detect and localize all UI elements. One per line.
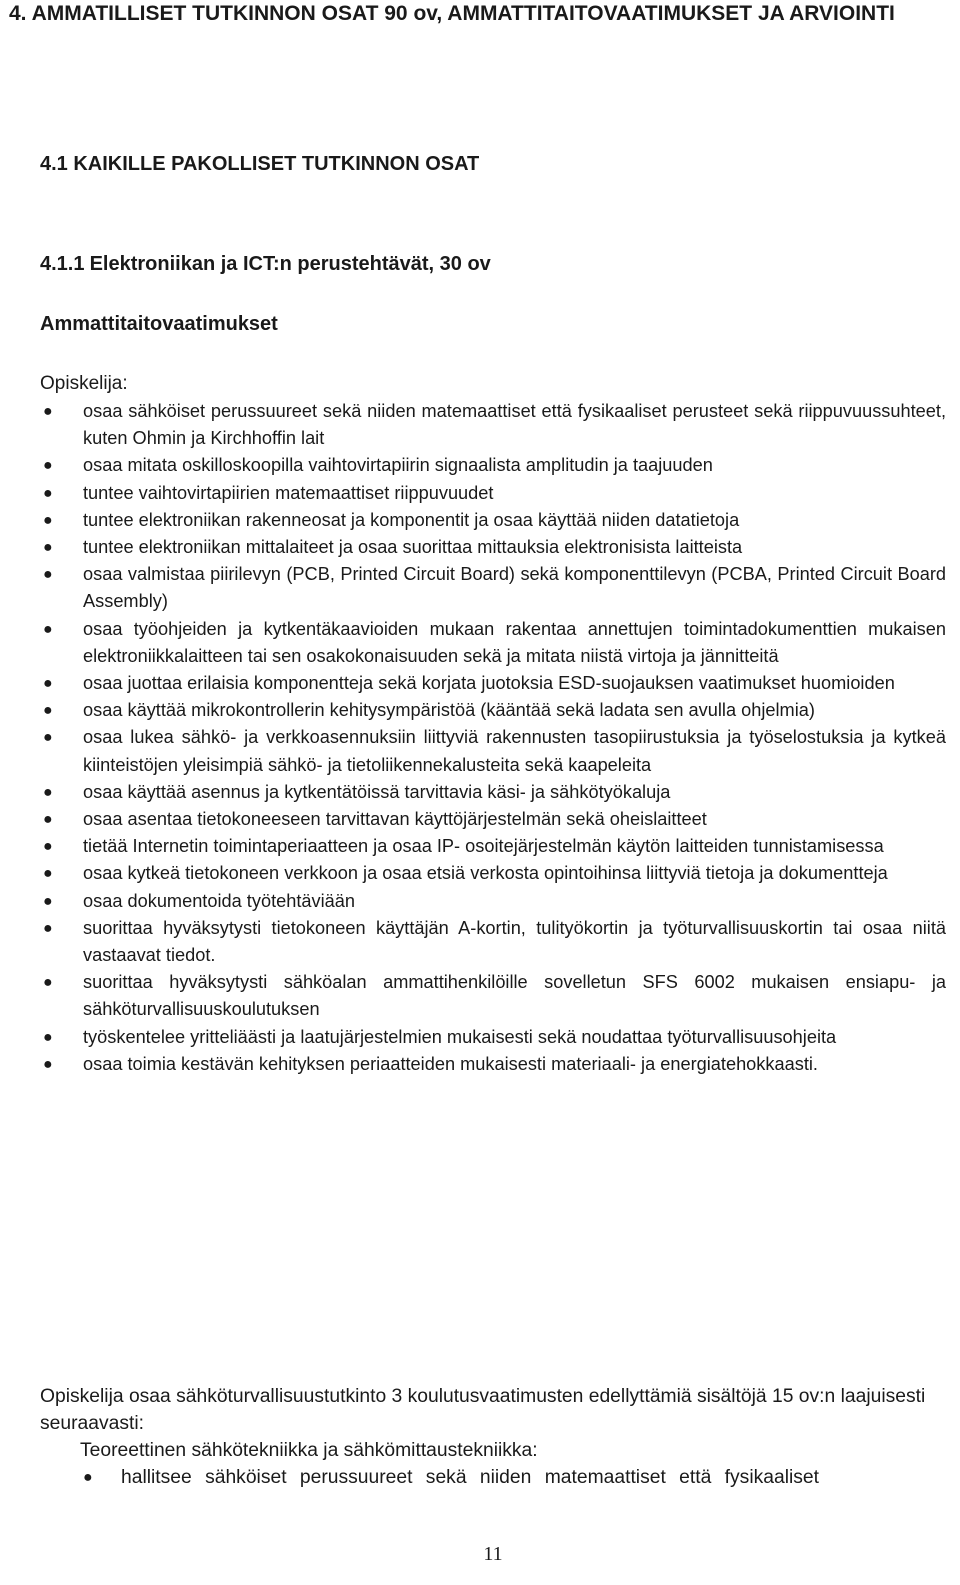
- list-item: ● osaa kytkeä tietokoneen verkkoon ja osaa etsiä verkosta opintoihinsa liittyviä tietoja ja dokumentteja: [40, 860, 946, 887]
- list-item: ● hallitsee sähköiset perussuureet sekä niiden matemaattiset että fysikaaliset: [80, 1464, 946, 1491]
- bullet-icon: ●: [43, 811, 53, 829]
- safety-paragraph: Opiskelija osaa sähköturvallisuustutkinto 3 koulutusvaatimusten edellyttämiä sisältöjä 15 ov:n laajuisesti seuraavasti:: [40, 1386, 926, 1434]
- bullet-icon: ●: [43, 892, 53, 910]
- bullet-icon: ●: [43, 1055, 53, 1073]
- list-item: ● osaa valmistaa piirilevyn (PCB, Printed Circuit Board) sekä komponenttilevyn (PCBA, Printed Circuit Board Assembly): [40, 561, 946, 615]
- bullet-icon: ●: [43, 675, 53, 693]
- subsection-title: Elektroniikan ja ICT:n perustehtävät, 30 ov: [89, 253, 491, 275]
- list-item: ● tietää Internetin toimintaperiaatteen ja osaa IP- osoitejärjestelmän käytön laitteiden tunnistamisessa: [40, 833, 946, 860]
- list-item: ● tuntee elektroniikan mittalaiteet ja osaa suorittaa mittauksia elektronisista laitteista: [40, 534, 946, 561]
- skills-list: [40, 398, 946, 1078]
- page-number: 11: [483, 1543, 503, 1565]
- bullet-icon: ●: [43, 702, 53, 720]
- list-item: ● osaa dokumentoida työtehtäviään: [40, 888, 946, 915]
- bullet-icon: ●: [43, 838, 53, 856]
- list-item: ● osaa sähköiset perussuureet sekä niiden matemaattiset että fysikaaliset perusteet sekä riippuvuussuhteet, kuten Ohmin ja Kirchhoffin lait: [40, 398, 946, 452]
- bullet-icon: ●: [43, 457, 53, 475]
- list-item: ● työskentelee yritteliäästi ja laatujärjestelmien mukaisesti sekä noudattaa työturvallisuusohjeita: [40, 1024, 946, 1051]
- list-item: ● osaa työohjeiden ja kytkentäkaavioiden mukaan rakentaa annettujen toimintadokumenttien mukaisen elektroniikkalaitteen tai sen osakokonaisuuden sekä ja mitata niistä virtoja ja jännitteitä: [40, 616, 946, 670]
- list-item: ● osaa toimia kestävän kehityksen periaatteiden mukaisesti materiaali- ja energiatehokkaasti.: [40, 1051, 946, 1078]
- list-item: ● osaa juottaa erilaisia komponentteja sekä korjata juotoksia ESD-suojauksen vaatimukset huomioiden: [40, 670, 946, 697]
- intro-label: Opiskelija:: [40, 373, 128, 394]
- requirements-heading: Ammattitaitovaatimukset: [40, 313, 278, 335]
- bullet-icon: ●: [83, 1469, 93, 1486]
- list-item: ● tuntee elektroniikan rakenneosat ja komponentit ja osaa käyttää niiden datatietoja: [40, 507, 946, 534]
- bullet-icon: ●: [43, 620, 53, 638]
- bullet-icon: ●: [43, 566, 53, 584]
- subsection-number: 4.1.1: [40, 253, 85, 275]
- bullet-icon: ●: [43, 403, 53, 420]
- list-item: ● osaa käyttää mikrokontrollerin kehitysympäristöä (kääntää sekä ladata sen avulla ohjelmia): [40, 697, 946, 724]
- bullet-icon: ●: [43, 511, 53, 529]
- list-item: ● osaa lukea sähkö- ja verkkoasennuksiin liittyviä rakennusten tasopiirustuksia ja työselostuksia ja kytkeä kiinteistöjen yleisimpiä sähkö- ja tietoliikennekalusteita sekä kaapeleita: [40, 724, 946, 778]
- list-item: ● suorittaa hyväksytysti tietokoneen käyttäjän A-kortin, tulityökortin ja työturvallisuuskortin tai osaa niitä vastaavat tiedot.: [40, 915, 946, 969]
- theory-list: [80, 1464, 946, 1491]
- subsection-heading: [40, 250, 491, 278]
- bullet-icon: ●: [43, 865, 53, 883]
- list-item: ● suorittaa hyväksytysti sähköalan ammattihenkilöille sovelletun SFS 6002 mukaisen ensiapu- ja sähköturvallisuuskoulutuksen: [40, 969, 946, 1023]
- bullet-icon: ●: [43, 919, 53, 937]
- list-item: ● osaa asentaa tietokoneeseen tarvittavan käyttöjärjestelmän sekä oheislaitteet: [40, 806, 946, 833]
- list-item: ● osaa käyttää asennus ja kytkentätöissä tarvittavia käsi- ja sähkötyökaluja: [40, 779, 946, 806]
- list-item: ● osaa mitata oskilloskoopilla vaihtovirtapiirin signaalista amplitudin ja taajuuden: [40, 452, 946, 479]
- section-heading: 4.1 KAIKILLE PAKOLLISET TUTKINNON OSAT: [40, 153, 480, 175]
- list-item: ● tuntee vaihtovirtapiirien matemaattiset riippuvuudet: [40, 480, 946, 507]
- bullet-icon: ●: [43, 484, 53, 502]
- bullet-icon: ●: [43, 729, 53, 747]
- bullet-icon: ●: [43, 974, 53, 992]
- bullet-icon: ●: [43, 783, 53, 801]
- bullet-icon: ●: [43, 1028, 53, 1046]
- theory-subheading: Teoreettinen sähkötekniikka ja sähkömittaustekniikka:: [80, 1440, 538, 1461]
- bullet-icon: ●: [43, 539, 53, 557]
- chapter-heading: 4. AMMATILLISET TUTKINNON OSAT 90 ov, AMMATTITAITOVAATIMUKSET JA ARVIOINTI: [9, 2, 895, 25]
